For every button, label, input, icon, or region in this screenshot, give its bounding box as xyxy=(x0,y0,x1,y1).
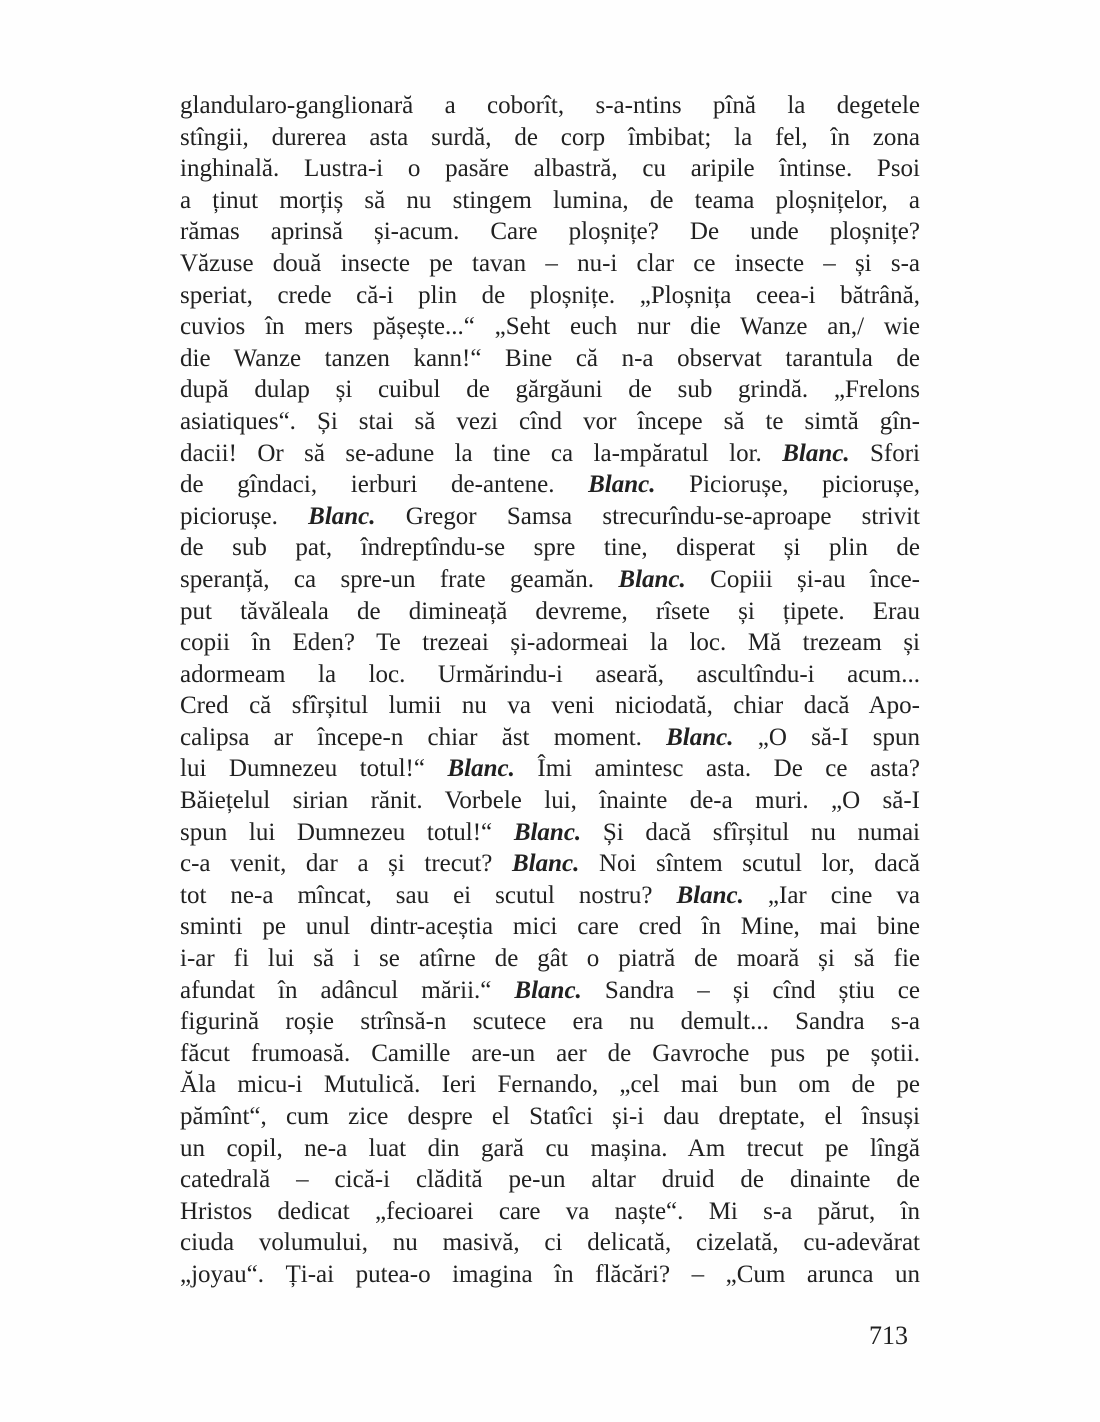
text-segment: copii în Eden? Te trezeai și-adormeai la loc. Mă trezeam și xyxy=(180,629,920,657)
text-line xyxy=(180,248,920,280)
text-line xyxy=(180,311,920,343)
text-line xyxy=(180,596,920,628)
emphasized-word: Blanc. xyxy=(666,723,734,751)
text-segment: Ăla micu-i Mutulică. Ieri Fernando, „cel mai bun om de pe xyxy=(180,1071,920,1099)
text-line xyxy=(180,1259,920,1291)
text-line xyxy=(180,185,920,217)
text-segment: glandularo-ganglionară a coborît, s-a-ntins pînă la degetele xyxy=(180,92,920,119)
text-line xyxy=(180,1227,920,1259)
text-segment: sminti pe unul dintr-aceștia mici care cred în Mine, mai bine xyxy=(180,913,920,941)
text-segment: piciorușe. xyxy=(180,502,309,530)
text-segment: „O să-I spun xyxy=(733,723,920,751)
text-line xyxy=(180,1069,920,1101)
text-line xyxy=(180,343,920,375)
text-segment: Sfori xyxy=(849,439,920,467)
text-segment: făcut frumoasă. Camille are-un aer de Gavroche pus pe șotii. xyxy=(180,1039,920,1067)
page-number: 713 xyxy=(869,1321,908,1350)
text-segment: ciuda volumului, nu masivă, ci delicată, cizelată, cu-adevărat xyxy=(180,1229,920,1257)
text-line xyxy=(180,216,920,248)
text-segment: figurină roșie strînsă-n scutece era nu demult... Sandra s-a xyxy=(180,1008,920,1036)
text-line xyxy=(180,817,920,849)
text-line xyxy=(180,722,920,754)
text-segment: „joyau“. Ți-ai putea-o imagina în flăcări? – „Cum arunca un xyxy=(180,1260,920,1288)
text-segment: calipsa ar începe-n chiar ăst moment. xyxy=(180,723,667,751)
text-segment: de sub pat, îndreptîndu-se spre tine, disperat și plin de xyxy=(180,534,920,562)
text-line xyxy=(180,374,920,406)
text-line xyxy=(180,1101,920,1133)
text-line xyxy=(180,1133,920,1165)
text-segment: asiatiques“. Și stai să vezi cînd vor începe să te simtă gîn- xyxy=(180,407,920,435)
text-segment: Copiii și-au înce- xyxy=(685,565,920,593)
text-line xyxy=(180,627,920,659)
emphasized-word: Blanc. xyxy=(514,976,582,1004)
emphasized-word: Blanc. xyxy=(588,471,656,499)
emphasized-word: Blanc. xyxy=(676,881,744,909)
text-segment: tot ne-a mîncat, sau ei scutul nostru? xyxy=(180,881,677,909)
page-lines xyxy=(180,90,920,1291)
text-segment: Băiețelul sirian rănit. Vorbele lui, înainte de-a muri. „O să-I xyxy=(180,787,920,815)
text-segment: Și dacă sfîrșitul nu numai xyxy=(581,818,920,846)
text-segment: catedrală – cică-i clădită pe-un altar druid de dinainte de xyxy=(180,1166,920,1194)
text-line xyxy=(180,690,920,722)
text-line xyxy=(180,659,920,691)
emphasized-word: Blanc. xyxy=(618,565,686,593)
text-segment: die Wanze tanzen kann!“ Bine că n-a observat tarantula de xyxy=(180,344,920,372)
text-segment: put tăvăleala de dimineață devreme, rîsete și țipete. Erau xyxy=(180,597,920,625)
text-segment: speriat, crede că-i plin de ploșnițe. „Ploșnița ceea-i bătrână, xyxy=(180,281,920,309)
emphasized-word: Blanc. xyxy=(308,502,376,530)
text-line xyxy=(180,975,920,1007)
text-line xyxy=(180,753,920,785)
text-line xyxy=(180,564,920,596)
text-segment: rămas aprinsă și-acum. Care ploșnițe? De unde ploșnițe? xyxy=(180,218,920,246)
text-line xyxy=(180,880,920,912)
text-segment: adormeam la loc. Urmărindu-i aseară, ascultîndu-i acum... xyxy=(180,660,920,688)
text-line xyxy=(180,1196,920,1228)
text-segment: inghinală. Lustra-i o pasăre albastră, cu aripile întinse. Psoi xyxy=(180,155,920,183)
text-segment: afundat în adâncul mării.“ xyxy=(180,976,515,1004)
text-line xyxy=(180,848,920,880)
text-line xyxy=(180,785,920,817)
text-segment: Hristos dedicat „fecioarei care va naște“. Mi s-a părut, în xyxy=(180,1197,920,1225)
text-segment: a ținut morțiș să nu stingem lumina, de teama ploșnițelor, a xyxy=(180,186,920,214)
emphasized-word: Blanc. xyxy=(782,439,850,467)
text-segment: cuvios în mers pășește...“ „Seht euch nur die Wanze an,/ wie xyxy=(180,313,920,341)
text-segment: lui Dumnezeu totul!“ xyxy=(180,755,448,783)
emphasized-word: Blanc. xyxy=(447,755,515,783)
text-line xyxy=(180,1164,920,1196)
text-line xyxy=(180,943,920,975)
emphasized-word: Blanc. xyxy=(511,850,580,878)
text-segment: Sandra – și cînd știu ce xyxy=(581,976,920,1004)
text-segment: pămînt“, cum zice despre el Statîci și-i dau dreptate, el însuși xyxy=(180,1103,920,1130)
text-segment: stîngii, durerea asta surdă, de corp îmbibat; la fel, în zona xyxy=(180,123,920,151)
text-segment: Văzuse două insecte pe tavan – nu-i clar ce insecte – și s-a xyxy=(180,249,920,277)
text-segment: c-a venit, dar a și trecut? xyxy=(180,850,512,878)
text-segment: i-ar fi lui să i se atîrne de gât o piatră de moară și să fie xyxy=(180,945,920,973)
text-line xyxy=(180,1038,920,1070)
text-line xyxy=(180,153,920,185)
text-segment: un copil, ne-a luat din gară cu mașina. Am trecut pe lîngă xyxy=(180,1134,920,1162)
text-line xyxy=(180,911,920,943)
text-segment: dacii! Or să se-adune la tine ca la-mpăratul lor. xyxy=(180,439,783,467)
text-line xyxy=(180,280,920,312)
emphasized-word: Blanc. xyxy=(513,818,582,846)
text-line xyxy=(180,501,920,533)
text-line xyxy=(180,438,920,470)
text-segment: după dulap și cuibul de gărgăuni de sub grindă. „Frelons xyxy=(180,376,920,404)
text-segment: speranță, ca spre-un frate geamăn. xyxy=(180,565,619,593)
text-segment: „Iar cine va xyxy=(743,881,920,909)
text-line xyxy=(180,90,920,122)
text-segment: de gîndaci, ierburi de-antene. xyxy=(180,471,589,499)
text-segment: Îmi amintesc asta. De ce asta? xyxy=(514,755,920,783)
text-segment: Gregor Samsa strecurîndu-se-aproape strivit xyxy=(375,502,920,530)
text-line xyxy=(180,406,920,438)
text-line xyxy=(180,1006,920,1038)
text-segment: Cred că sfîrșitul lumii nu va veni niciodată, chiar dacă Apo- xyxy=(180,692,920,720)
text-segment: Noi sîntem scutul lor, dacă xyxy=(579,850,920,878)
text-line xyxy=(180,122,920,154)
text-line xyxy=(180,469,920,501)
text-segment: Piciorușe, piciorușe, xyxy=(655,471,920,499)
text-segment: spun lui Dumnezeu totul!“ xyxy=(180,818,514,846)
text-line xyxy=(180,532,920,564)
